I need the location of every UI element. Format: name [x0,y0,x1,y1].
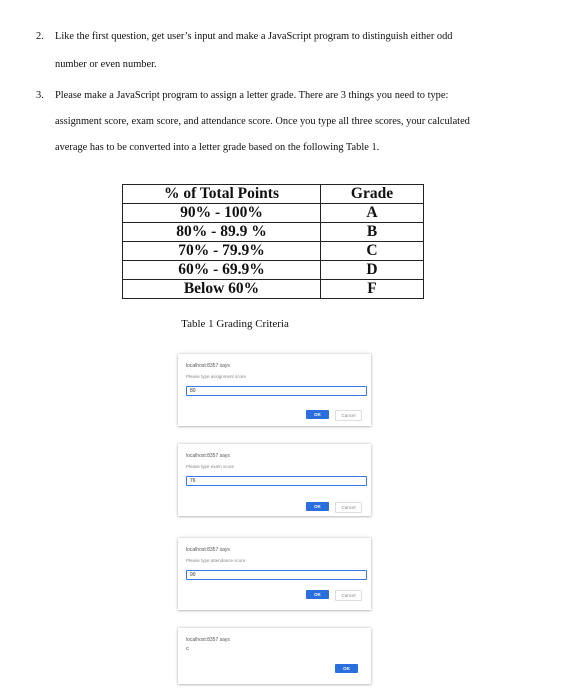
table-cell: 90% - 100% [123,204,321,223]
table-header: Grade [321,185,424,204]
dialog-title: localhost:8357 says [186,363,230,369]
prompt-dialog-exam [178,444,371,516]
table-row [123,242,424,261]
question-number: 3. [36,90,44,101]
question-number: 2. [36,31,44,42]
ok-button[interactable]: OK [306,590,329,599]
table-header-row [123,185,424,204]
assignment-score-input[interactable]: 80 [186,386,367,396]
ok-button[interactable]: OK [306,502,329,511]
dialog-title: localhost:8357 says [186,637,230,643]
table-cell: A [321,204,424,223]
dialog-prompt: Please type exam score [186,464,235,469]
table-cell: C [321,242,424,261]
question-text-line: Please make a JavaScript program to assign a letter grade. There are 3 things you need to type: [55,90,449,101]
table-row [123,204,424,223]
cancel-button[interactable]: Cancel [335,502,362,513]
cancel-button[interactable]: Cancel [335,590,362,601]
question-3 [36,89,546,159]
question-text-line: average has to be converted into a letter grade based on the following Table 1. [55,142,380,153]
table-cell: 80% - 89.9 % [123,223,321,242]
table-row [123,261,424,280]
question-text-line: number or even number. [55,59,157,70]
cancel-button[interactable]: Cancel [335,410,362,421]
attendance-score-input[interactable]: 90 [186,570,367,580]
dialog-title: localhost:8357 says [186,547,230,553]
table-header: % of Total Points [123,185,321,204]
table-cell: F [321,280,424,299]
result-message: C [186,646,190,651]
ok-button[interactable]: OK [306,410,329,419]
table-cell: 60% - 69.9% [123,261,321,280]
table-cell: Below 60% [123,280,321,299]
table-cell: 70% - 79.9% [123,242,321,261]
dialog-prompt: Please type attendance score [186,558,246,563]
dialog-prompt: Please type assignment score [186,374,247,379]
table-row [123,280,424,299]
prompt-dialog-attendance [178,538,371,610]
table-caption: Table 1 Grading Criteria [181,318,289,330]
prompt-dialog-assignment [178,354,371,426]
question-text-line: Like the first question, get user’s input and make a JavaScript program to distinguish either odd [55,31,453,42]
table-cell: B [321,223,424,242]
result-alert-dialog [178,628,371,684]
ok-button[interactable]: OK [335,664,358,673]
grading-table [122,184,424,299]
dialog-title: localhost:8357 says [186,453,230,459]
question-text-line: assignment score, exam score, and attendance score. Once you type all three scores, your calculated [55,116,470,127]
question-2 [36,30,546,70]
exam-score-input[interactable]: 76 [186,476,367,486]
table-cell: D [321,261,424,280]
table-row [123,223,424,242]
